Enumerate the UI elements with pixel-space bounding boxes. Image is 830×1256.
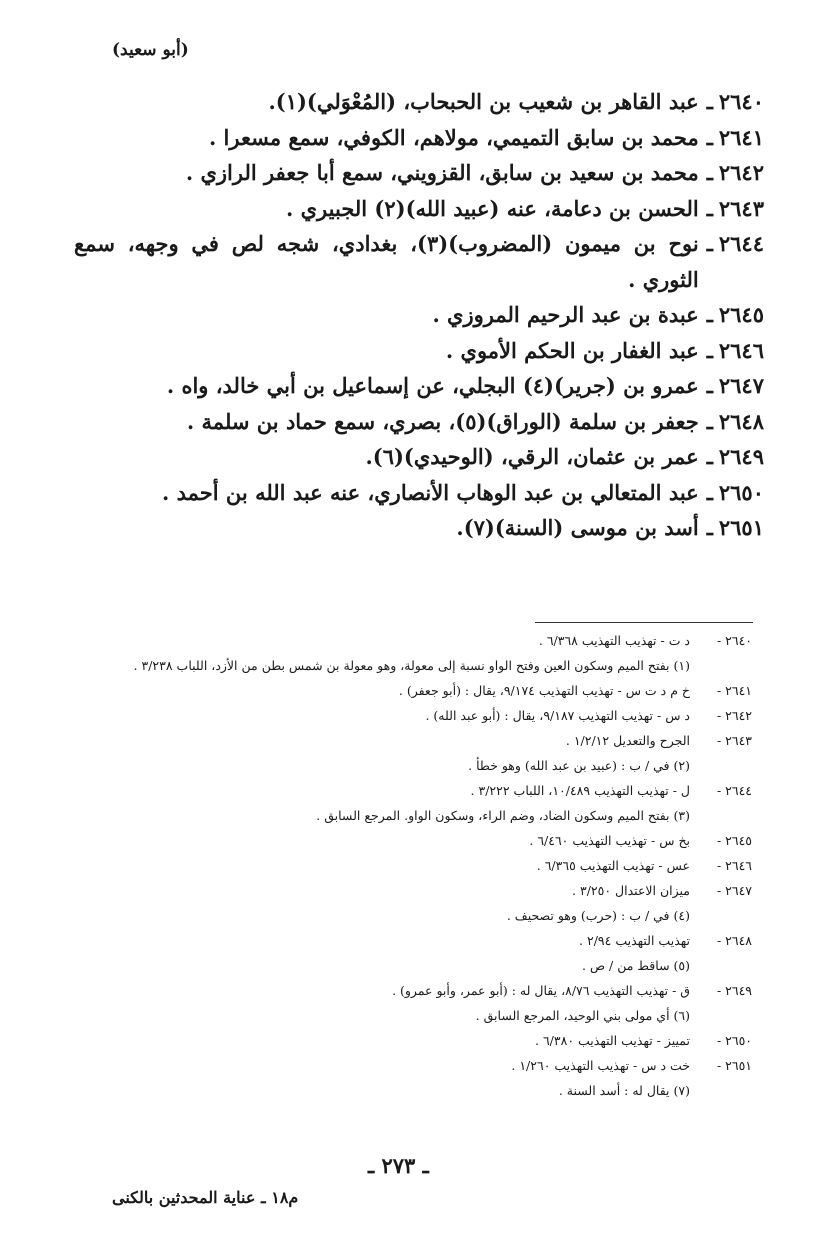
- footnote-line: [112, 628, 752, 653]
- entry-number: ٢٦٤٤: [718, 231, 764, 256]
- entries-list: [74, 84, 764, 546]
- entry-text: الحسن بن دعامة، عنه (عبيد الله)(٢) الجبيري .: [286, 195, 699, 221]
- footnote-ref: ٢٦٤٧ -: [716, 883, 752, 898]
- footnote-text: ل - تهذيب التهذيب ١٠/٤٨٩، اللباب ٣/٢٢٢ .: [470, 783, 690, 798]
- entry: [74, 439, 764, 475]
- footnote-line: [112, 878, 752, 903]
- footnote-ref: ٢٦٤٥ -: [716, 833, 752, 848]
- entry-number: ٢٦٤٠: [718, 89, 764, 114]
- entry: [74, 475, 764, 511]
- footnote-line: [112, 753, 752, 778]
- footnote-ref: ٢٦٤٠ -: [716, 633, 752, 648]
- footnote-text: (٧) يقال له : أسد السنة .: [558, 1083, 690, 1098]
- footnote-line: [112, 1028, 752, 1053]
- entry-dash: ـ: [706, 373, 713, 398]
- footnote-text: (١) بفتح الميم وسكون العين وفتح الواو نسبة إلى معولة، وهو معولة بن شمس بطن من الأزد، اللباب ٣/٢٣٨ .: [133, 658, 690, 673]
- entry-text: محمد بن سعيد بن سابق، القزويني، سمع أبا جعفر الرازي .: [185, 160, 699, 185]
- entry-number: ٢٦٤٨: [718, 408, 764, 434]
- entry-text: عمر بن عثمان، الرقي، (الوحيدي)(٦).: [365, 444, 699, 469]
- footnote-line: [112, 1078, 752, 1103]
- footnote-line: [112, 828, 752, 853]
- entry-text: أسد بن موسى (السنة)(٧).: [456, 515, 699, 540]
- entry-text: عبد القاهر بن شعيب بن الحبحاب، (المُعْوَلي)(١).: [268, 89, 699, 114]
- footnote-ref: ٢٦٤٤ -: [716, 783, 752, 798]
- footnote-text: تهذيب التهذيب ٢/٩٤ .: [579, 933, 690, 948]
- footnote-ref: ٢٦٤١ -: [716, 683, 752, 698]
- entry-number: ٢٦٥٠: [718, 479, 764, 505]
- entry-number: ٢٦٤١: [718, 124, 764, 150]
- running-head: (أبو سعيد): [112, 40, 189, 60]
- footnote-line: [112, 853, 752, 878]
- footnote-line: [112, 903, 752, 928]
- entry: [74, 297, 764, 333]
- entry-text: عبد الغفار بن الحكم الأموي .: [445, 337, 699, 363]
- footnote-text: ميزان الاعتدال ٣/٢٥٠ .: [572, 883, 690, 898]
- footnote-line: [112, 778, 752, 803]
- footnote-text: د س - تهذيب التهذيب ٩/١٨٧، يقال : (أبو عبد الله) .: [425, 708, 690, 723]
- entry-dash: ـ: [706, 89, 713, 114]
- footnote-ref: ٢٦٤٦ -: [716, 858, 752, 873]
- page-number: ـ ٢٧٣ ـ: [368, 1153, 429, 1178]
- footnote-line: [112, 653, 752, 678]
- entry-dash: ـ: [706, 479, 713, 505]
- entry-number: ٢٦٥١: [718, 515, 764, 540]
- footnote-ref: ٢٦٥١ -: [716, 1058, 752, 1073]
- entry-dash: ـ: [706, 160, 713, 185]
- footnotes: [112, 628, 752, 1103]
- footnote-line: [112, 928, 752, 953]
- entry-text: عمرو بن (جرير)(٤) البجلي، عن إسماعيل بن أبي خالد، واه .: [166, 373, 699, 398]
- entry: [74, 155, 764, 191]
- footnote-line: [112, 953, 752, 978]
- entry-dash: ـ: [706, 231, 713, 256]
- entry-dash: ـ: [706, 124, 713, 150]
- footnote-text: خ م د ت س - تهذيب التهذيب ٩/١٧٤، يقال : (أبو جعفر) .: [398, 683, 690, 698]
- footnote-ref: ٢٦٤٣ -: [716, 733, 752, 748]
- footnote-text: تمييز - تهذيب التهذيب ٦/٣٨٠ .: [535, 1033, 690, 1048]
- footnote-ref: ٢٦٤٩ -: [716, 983, 752, 998]
- footnote-text: (٤) في / ب : (حرب) وهو تصحيف .: [506, 908, 690, 923]
- entry-text: عبدة بن عبد الرحيم المروزي .: [432, 302, 699, 327]
- footnote-text: خت د س - تهذيب التهذيب ١/٢٦٠ .: [511, 1058, 690, 1073]
- footnote-text: (٣) بفتح الميم وسكون الضاد، وضم الراء، وسكون الواو. المرجع السابق .: [316, 808, 690, 823]
- entry-number: ٢٦٤٢: [718, 160, 764, 185]
- entry-number: ٢٦٤٧: [718, 373, 764, 398]
- signature-line: م١٨ ـ عناية المحدثين بالكنى: [112, 1188, 299, 1207]
- entry: [74, 510, 764, 546]
- footnote-line: [112, 1003, 752, 1028]
- entry-text: جعفر بن سلمة (الوراق)(٥)، بصري، سمع حماد بن سلمة .: [186, 408, 699, 434]
- footnote-text: (٥) ساقط من / ص .: [582, 958, 690, 973]
- entry-number: ٢٦٤٩: [718, 444, 764, 469]
- entry-dash: ـ: [706, 444, 713, 469]
- footnote-text: (٢) في / ب : (عبيد بن عبد الله) وهو خطأ .: [468, 758, 690, 773]
- entry-dash: ـ: [706, 195, 713, 221]
- footnote-text: (٦) أي مولى بني الوحيد، المرجع السابق .: [475, 1008, 690, 1023]
- footnote-text: د ت - تهذيب التهذيب ٦/٣٦٨ .: [538, 633, 690, 648]
- footnote-ref: ٢٦٤٨ -: [716, 933, 752, 948]
- entry-number: ٢٦٤٥: [718, 302, 764, 327]
- entry-text: محمد بن سابق التميمي، مولاهم، الكوفي، سمع مسعرا .: [208, 124, 699, 150]
- entry: [74, 84, 764, 120]
- entry: [74, 191, 764, 227]
- footnote-line: [112, 703, 752, 728]
- entry-dash: ـ: [706, 515, 713, 540]
- entry-number: ٢٦٤٣: [718, 195, 764, 221]
- footnote-divider: [535, 622, 753, 623]
- entry-text: عبد المتعالي بن عبد الوهاب الأنصاري، عنه عبد الله بن أحمد .: [162, 479, 699, 505]
- entry: [74, 333, 764, 369]
- footnote-line: [112, 1053, 752, 1078]
- entry: [74, 120, 764, 156]
- footnote-line: [112, 728, 752, 753]
- entry-dash: ـ: [706, 302, 713, 327]
- footnote-text: عس - تهذيب التهذيب ٦/٣٦٥ .: [536, 858, 690, 873]
- footnote-text: الجرح والتعديل ١/٢/١٢ .: [565, 733, 690, 748]
- footnote-ref: ٢٦٤٢ -: [716, 708, 752, 723]
- entry: [74, 226, 764, 297]
- entry-dash: ـ: [706, 337, 713, 363]
- footnote-ref: ٢٦٥٠ -: [716, 1033, 752, 1048]
- entry: [74, 368, 764, 404]
- entry-text: نوح بن ميمون (المضروب)(٣)، بغدادي، شجه لص في وجهه، سمع الثوري .: [74, 231, 699, 292]
- footnote-line: [112, 978, 752, 1003]
- footnote-text: ق - تهذيب التهذيب ٨/٧٦، يقال له : (أبو عمر، وأبو عمرو) .: [392, 983, 690, 998]
- footnote-line: [112, 678, 752, 703]
- entry: [74, 404, 764, 440]
- entry-dash: ـ: [706, 408, 713, 434]
- entry-number: ٢٦٤٦: [718, 337, 764, 363]
- footnote-text: بخ س - تهذيب التهذيب ٦/٤٦٠ .: [529, 833, 690, 848]
- footnote-line: [112, 803, 752, 828]
